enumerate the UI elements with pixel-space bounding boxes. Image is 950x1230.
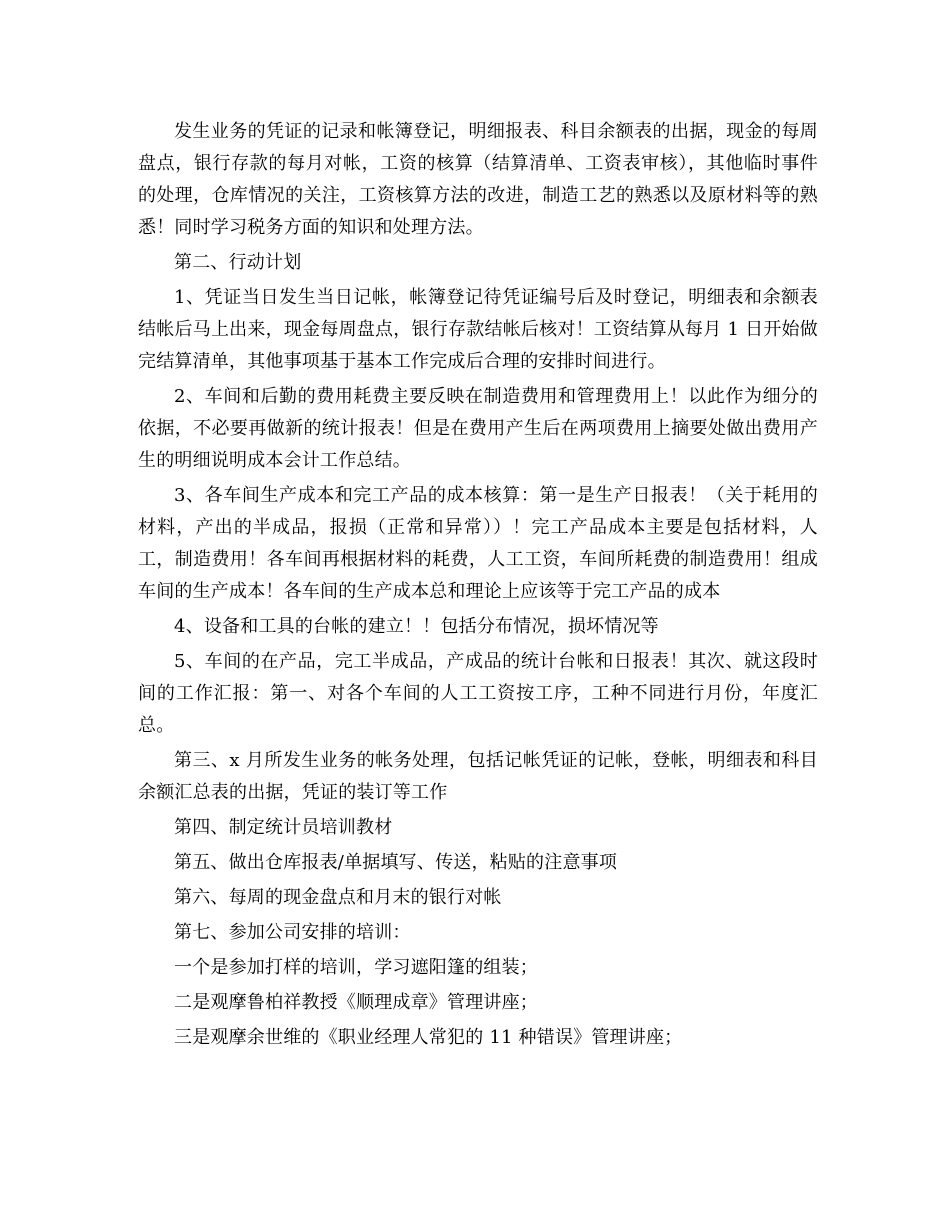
list-item-training-1: 一个是参加打样的培训，学习遮阳篷的组装； [174,957,538,978]
paragraph-fifth: 第五、做出仓库报表/单据填写、传送，粘贴的注意事项 [174,852,618,873]
paragraph-seventh: 第七、参加公司安排的培训： [174,922,411,943]
paragraph-third: 第三、x 月所发生业务的帐务处理，包括记帐凭证的记帐，登帐，明细表和科目余额汇总表的出据，凭证的装订等工作 [138,750,818,803]
list-item-training-2: 二是观摩鲁柏祥教授《顺理成章》管理讲座； [174,992,538,1013]
paragraph-sixth: 第六、每周的现金盘点和月末的银行对帐 [174,887,502,908]
heading-action-plan: 第二、行动计划 [174,252,302,273]
document-page [138,116,818,1057]
paragraph-item-2: 2、车间和后勤的费用耗费主要反映在制造费用和管理费用上！以此作为细分的依据，不必要再做新的统计报表！但是在费用产生后在两项费用上摘要处做出费用产生的明细说明成本会计工作总结。 [138,386,818,471]
list-item-training-3: 三是观摩余世维的《职业经理人常犯的 11 种错误》管理讲座； [174,1027,683,1048]
paragraph-fourth: 第四、制定统计员培训教材 [174,817,393,838]
paragraph-item-1: 1、凭证当日发生当日记帐，帐簿登记待凭证编号后及时登记，明细表和余额表结帐后马上出来，现金每周盘点，银行存款结帐后核对！工资结算从每月 1 日开始做完结算清单，其他事项基于基本工作完成后合理的安排时间进行。 [138,287,818,372]
paragraph-item-3: 3、各车间生产成本和完工产品的成本核算：第一是生产日报表！（关于耗用的材料，产出的半成品，报损（正常和异常））！完工产品成本主要是包括材料，人工，制造费用！各车间再根据材料的耗费，人工工资，车间所耗费的制造费用！组成车间的生产成本！各车间的生产成本总和理论上应该等于完工产品的成本 [138,485,818,602]
paragraph-item-4: 4、设备和工具的台帐的建立！！包括分布情况，损坏情况等 [174,616,659,637]
paragraph-intro: 发生业务的凭证的记录和帐簿登记，明细报表、科目余额表的出据，现金的每周盘点，银行存款的每月对帐，工资的核算（结算清单、工资表审核），其他临时事件的处理，仓库情况的关注，工资核算方法的改进，制造工艺的熟悉以及原材料等的熟悉！同时学习税务方面的知识和处理方法。 [138,121,818,238]
paragraph-item-5: 5、车间的在产品，完工半成品，产成品的统计台帐和日报表！其次、就这段时间的工作汇报：第一、对各个车间的人工工资按工序，工种不同进行月份，年度汇总。 [138,651,818,736]
